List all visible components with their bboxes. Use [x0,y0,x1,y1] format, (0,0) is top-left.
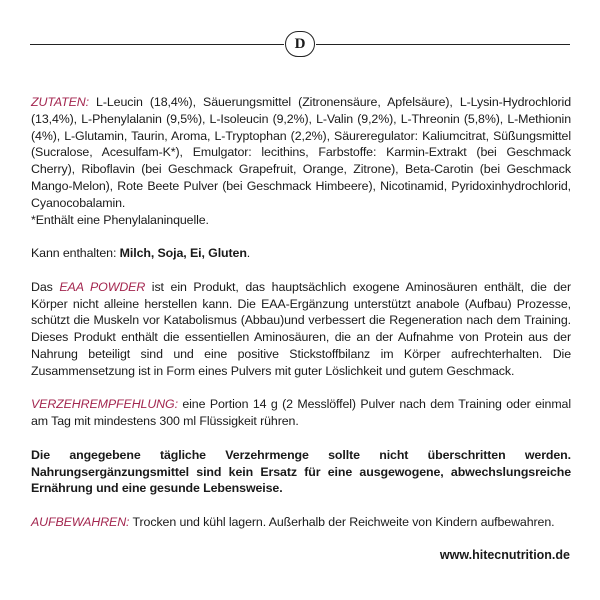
storage-section [31,514,571,531]
label-content [31,94,571,531]
ingredients-footnote: *Enthält eine Phenylalaninquelle. [31,212,209,227]
storage-label: AUFBEWAHREN: [31,514,130,529]
description-text: ist ein Produkt, das hauptsächlich exogene Aminosäuren enthält, die der Körper nicht alleine herstellen kann. Die EAA-Ergänzung unterstützt anabole (Aufbau) Prozesse, schützt die Muskeln vor Katabolismus (Abbau)und verbessert die Regeneration nach dem Training. Dieses Produkt enthält die essentiellen Aminosäuren, die an der Aufnahme von Protein aus der Nahrung beteiligt sind und eine positive Stickstoffbilanz im Körper aufrechterhalten. Die Zusammensetzung ist in Form eines Pulvers mit guter Löslichkeit und gutem Geschmack. [31,279,571,378]
language-badge: D [285,31,315,57]
recommendation-text: eine Portion 14 g (2 Messlöffel) Pulver nach dem Training oder einmal am Tag mit mindestens 300 ml Flüssigkeit rühren. [31,397,571,429]
allergens-items: Milch, Soja, Ei, Gluten [119,246,247,261]
description-prefix: Das [31,279,60,294]
website-url: www.hitecnutrition.de [439,548,570,562]
recommendation-section [31,396,571,430]
allergens-section [31,245,571,262]
ingredients-label: ZUTATEN: [31,95,89,109]
header-rule-left [30,44,284,45]
allergens-prefix: Kann enthalten: [31,246,120,261]
product-name: EAA POWDER [59,279,146,294]
description-section [31,279,571,380]
allergens-suffix: . [246,246,251,261]
header-rule-right [316,44,570,45]
warning-text: Die angegebene tägliche Verzehrmenge sollte nicht überschritten werden. Nahrungsergänzungsmittel sind kein Ersatz für eine ausgewogene, abwechslungsreiche Ernährung und eine gesunde Lebensweise. [31,447,571,496]
ingredients-text: L-Leucin (18,4%), Säuerungsmittel (Zitronensäure, Apfelsäure), L-Lysin-Hydrochlorid (13,4%), L-Phenylalanin (9,5%), L-Isoleucin (9,2%), L-Valin (9,2%), L-Threonin (5,8%), L-Methionin (4%), L-Glutamin, Taurin, Aroma, L-Tryptophan (2,2%), Säureregulator: Kaliumcitrat, Süßungsmittel (Sucralose, Acesulfam-K*), Emulgator: lecithins, Farbstoffe: Karmin-Extrakt (bei Geschmack Cherry), Riboflavin (bei Geschmack Grapefruit, Orange, Zitrone), Beta-Carotin (bei Geschmack Mango-Melon), Rote Beete Pulver (bei Geschmack Himbeere), Nicotinamid, Pyridoxinhydrochlorid, Cyanocobalamin. [31,95,571,210]
warning-section [31,447,571,497]
ingredients-section [31,94,571,228]
storage-text: Trocken und kühl lagern. Außerhalb der Reichweite von Kindern aufbewahren. [129,514,555,529]
recommendation-label: VERZEHREMPFEHLUNG: [31,397,178,412]
